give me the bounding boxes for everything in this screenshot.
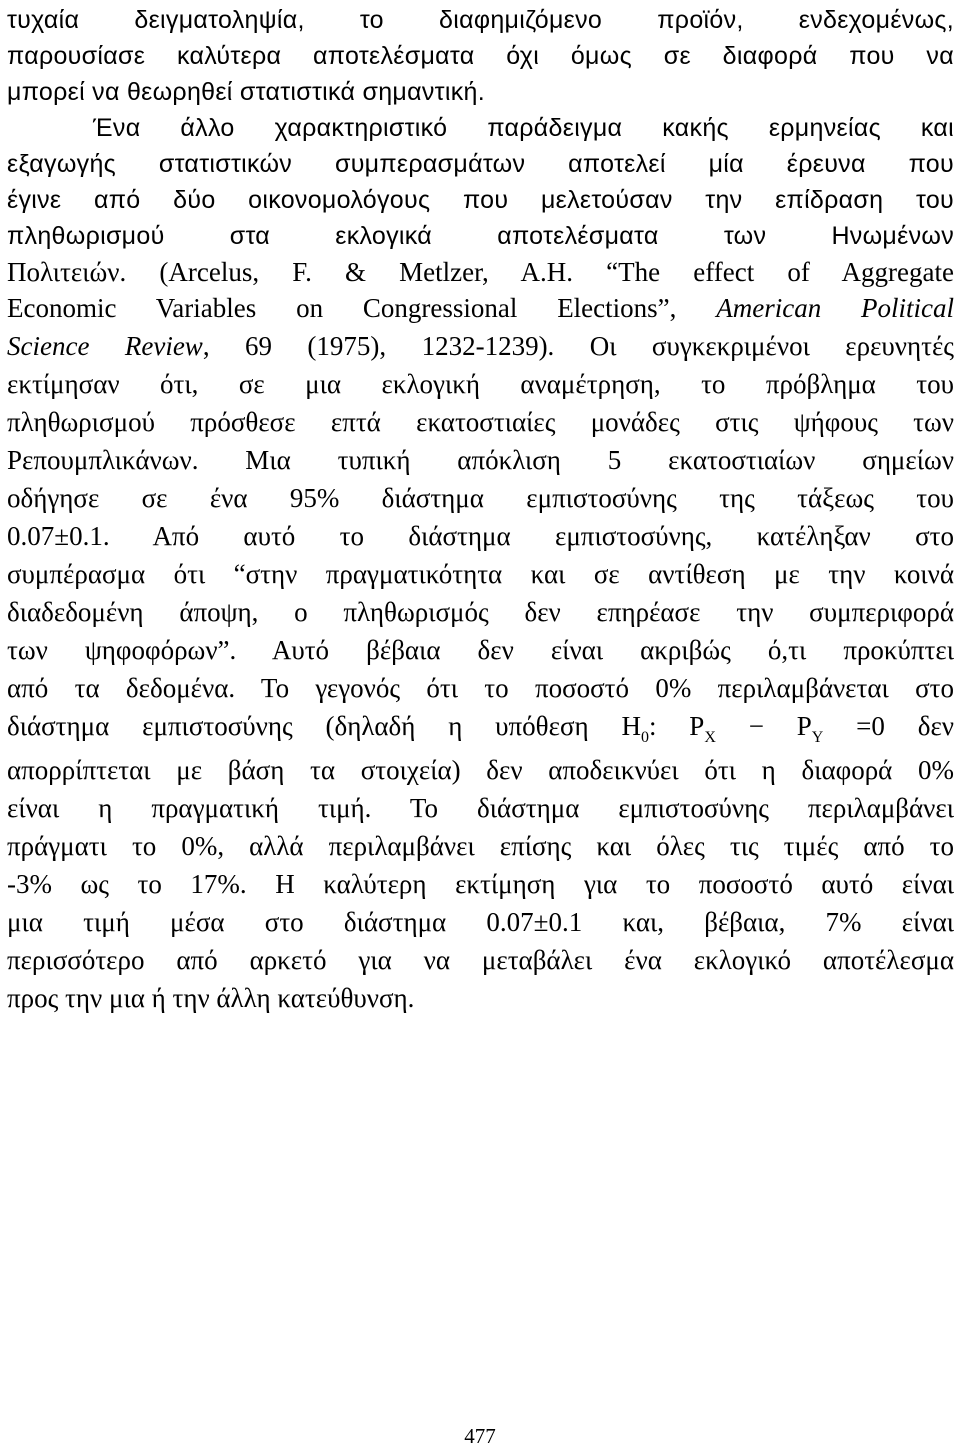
text-line: των ψηφοφόρων”. Αυτό βέβαια δεν είναι ακριβώς ό,τι προκύπτει — [7, 635, 954, 665]
paragraph-start-line: Ένα άλλο χαρακτηριστικό παράδειγμα κακής ερμηνείας και — [93, 114, 954, 142]
text-line: διαδεδομένη άποψη, ο πληθωρισμός δεν επηρέασε την συμπεριφορά — [7, 597, 954, 627]
hypothesis-formula: $H_0$: $P_X - P_Y =0$ δεν — [621, 711, 954, 746]
formula-line — [7, 706, 954, 746]
citation-journal-cont: Science Review — [7, 331, 203, 361]
text-line: τυχαία δειγματοληψία, το διαφημιζόμενο προϊόν, ενδεχομένως, — [7, 6, 954, 34]
text-line: πράγματι το 0%, αλλά περιλαμβάνει επίσης και όλες τις τιμές από το — [7, 831, 954, 861]
text-line: προς την μια ή την άλλη κατεύθυνση. — [7, 983, 415, 1013]
text-line: Ρεπουμπλικάνων. Μια τυπική απόκλιση 5 εκατοστιαίων σημείων — [7, 445, 954, 475]
text-line: πληθωρισμού πρόσθεσε επτά εκατοστιαίες μονάδες στις ψήφους των — [7, 407, 954, 437]
text-line: Πολιτειών. (Arcelus, F. & Metlzer, A.H. “The effect of Aggregate — [7, 257, 954, 287]
formula-intro: διάστημα εμπιστοσύνης (δηλαδή η υπόθεση — [7, 711, 589, 741]
citation-text: Economic Variables on Congressional Elections”, — [7, 293, 677, 323]
text-line: -3% ως το 17%. Η καλύτερη εκτίμηση για το ποσοστό αυτό είναι — [7, 869, 954, 899]
text-line: είναι η πραγματική τιμή. Το διάστημα εμπιστοσύνης περιλαμβάνει — [7, 793, 954, 823]
text-line: εκτίμησαν ότι, σε μια εκλογική αναμέτρηση, το πρόβλημα του — [7, 369, 954, 399]
text-line: εξαγωγής στατιστικών συμπερασμάτων αποτελεί μία έρευνα που — [7, 150, 954, 178]
citation-line — [7, 326, 954, 366]
page-number: 477 — [464, 1424, 496, 1448]
text-line: παρουσίασε καλύτερα αποτελέσματα όχι όμως σε διαφορά που να — [7, 42, 954, 70]
text-line: περισσότερο από αρκετό για να μεταβάλει ένα εκλογικό αποτέλεσμα — [7, 945, 954, 975]
text-line: πληθωρισμού στα εκλογικά αποτελέσματα των Ηνωμένων — [7, 222, 954, 250]
text-line: έγινε από δύο οικονομολόγους που μελετούσαν την επίδραση του — [7, 186, 954, 214]
citation-line — [7, 288, 954, 328]
text-line: συμπέρασμα ότι “στην πραγματικότητα και σε αντίθεση με την κοινά — [7, 559, 954, 589]
text-line: μια τιμή μέσα στο διάστημα 0.07±0.1 και, βέβαια, 7% είναι — [7, 907, 954, 937]
text-line: 0.07±0.1. Από αυτό το διάστημα εμπιστοσύνης, κατέληξαν στο — [7, 521, 954, 551]
text-line: οδήγησε σε ένα 95% διάστημα εμπιστοσύνης της τάξεως του — [7, 483, 954, 513]
text-line: απορρίπτεται με βάση τα στοιχεία) δεν αποδεικνύει ότι η διαφορά 0% — [7, 755, 954, 785]
text-line: μπορεί να θεωρηθεί στατιστικά σημαντική. — [7, 78, 485, 106]
citation-tail: , 69 (1975), 1232-1239). Οι συγκεκριμένοι ερευνητές — [202, 331, 954, 361]
text-line: από τα δεδομένα. Το γεγονός ότι το ποσοστό 0% περιλαμβάνεται στο — [7, 673, 954, 703]
citation-journal: American Political — [716, 293, 955, 323]
